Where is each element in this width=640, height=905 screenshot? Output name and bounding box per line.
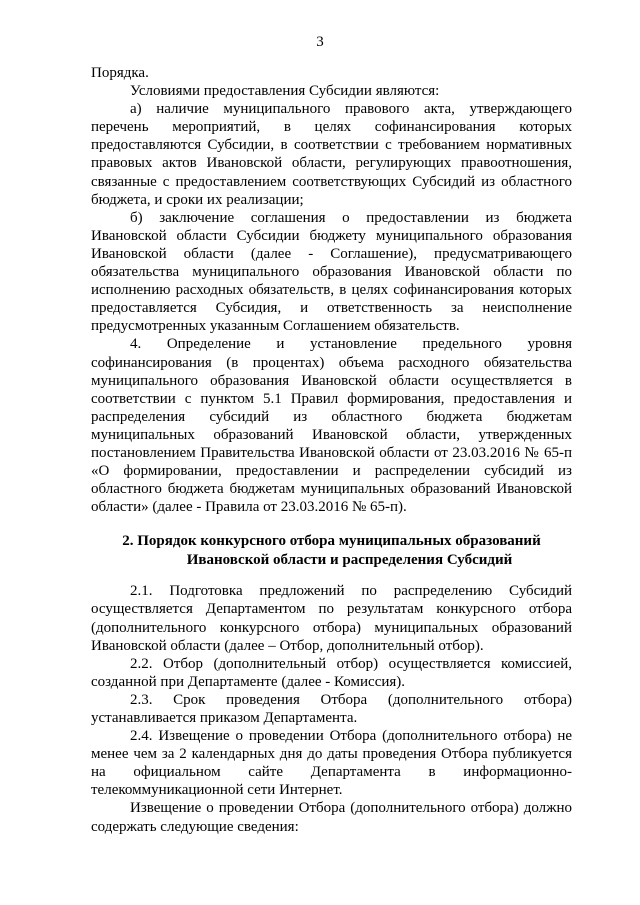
section-heading-line1: 2. Порядок конкурсного отбора муниципальных образований xyxy=(122,533,541,550)
paragraph-condition-b: б) заключение соглашения о предоставлении из бюджета Ивановской области Субсидии бюджету муниципального образования Ивановской области (далее - Соглашение), предусматривающего обязательства муниципального образования Ивановской области по исполнению расходных обязательств, в целях софинансирования которых предоставляется Субсидия, и ответственность за неисполнение предусмотренных указанным Соглашением обязательств. xyxy=(91,209,572,335)
paragraph-item-4: 4. Определение и установление предельного уровня софинансирования (в процентах) объема расходного обязательства муниципального образования Ивановской области осуществляется в соответствии с пунктом 5.1 Правил формирования, предоставления и распределения субсидий из областного бюджета бюджетам муниципальных образований Ивановской области, утвержденных постановлением Правительства Ивановской области от 23.03.2016 № 65-п «О формировании, предоставлении и распределении субсидий из областного бюджета бюджетам муниципальных образований Ивановской области» (далее - Правила от 23.03.2016 № 65-п). xyxy=(91,336,572,516)
paragraph-condition-a: а) наличие муниципального правового акта, утверждающего перечень мероприятий, в целях софинансирования которых предоставляются Субсидии, в соответствии с требованием нормативных правовых актов Ивановской области, регулирующих правоотношения, связанные с предоставлением соответствующих Субсидий из областного бюджета, и сроки их реализации; xyxy=(91,101,572,208)
page-number: 3 xyxy=(316,34,324,50)
section-heading-line2: Ивановской области и распределения Субсидий xyxy=(186,552,513,569)
section-heading xyxy=(91,532,572,570)
paragraph-continuation: Порядка. xyxy=(91,65,149,81)
paragraph-2-4: 2.4. Извещение о проведении Отбора (дополнительного отбора) не менее чем за 2 календарных дня до даты проведения Отбора публикуется на официальном сайте Департамента в информационно-телекоммуникационной сети Интернет. xyxy=(91,728,572,799)
paragraph-2-2: 2.2. Отбор (дополнительный отбор) осуществляется комиссией, созданной при Департаменте (далее - Комиссия). xyxy=(91,655,572,690)
paragraph-2-3: 2.3. Срок проведения Отбора (дополнительного отбора) устанавливается приказом Департамента. xyxy=(91,691,572,726)
document-body xyxy=(91,64,572,836)
paragraph-2-1: 2.1. Подготовка предложений по распределению Субсидий осуществляется Департаментом по результатам конкурсного отбора (дополнительного конкурсного отбора) муниципальных образований Ивановской области (далее – Отбор, дополнительный отбор). xyxy=(91,583,572,654)
paragraph-notice-contents: Извещение о проведении Отбора (дополнительного отбора) должно содержать следующие сведения: xyxy=(91,800,572,835)
paragraph-conditions-intro: Условиями предоставления Субсидии являются: xyxy=(130,83,440,100)
